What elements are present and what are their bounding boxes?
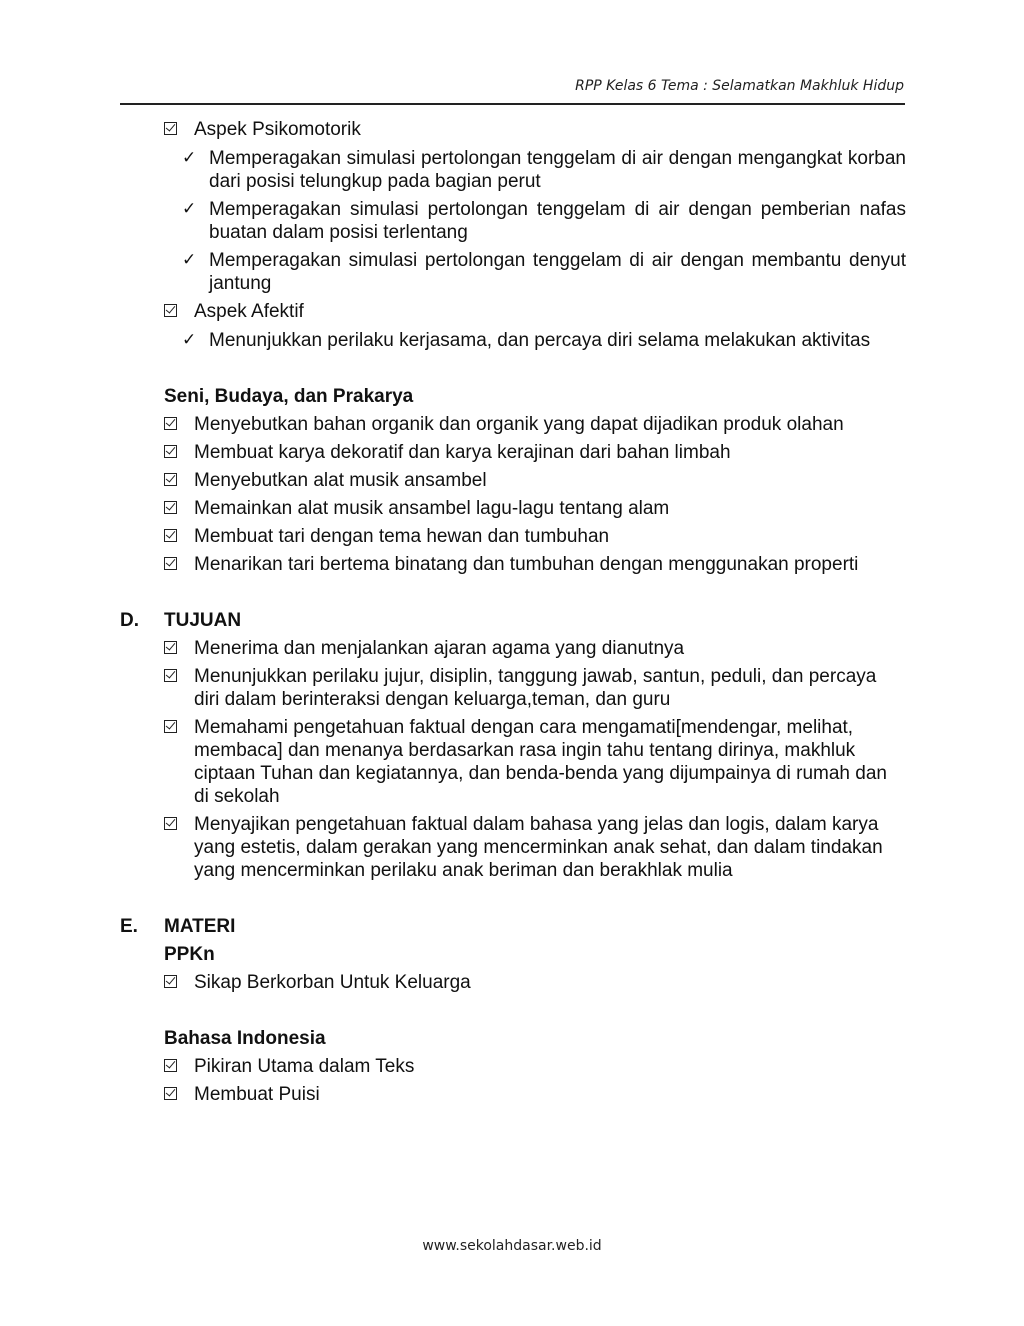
tick-item-text: Memperagakan simulasi pertolongan tenggelam di air dengan pemberian nafas buatan dalam posisi terlentang bbox=[209, 199, 906, 243]
checklist-item-text: Menyebutkan bahan organik dan organik yang dapat dijadikan produk olahan bbox=[194, 414, 844, 435]
checklist-item bbox=[120, 300, 906, 323]
subheading-ppkn: PPKn bbox=[164, 944, 215, 965]
checklist-item bbox=[120, 665, 906, 711]
checkmark-icon: ✓ bbox=[182, 330, 197, 350]
tick-item bbox=[120, 249, 906, 295]
checklist-item-text: Memahami pengetahuan faktual dengan cara mengamati[mendengar, melihat, membaca] dan menanya berdasarkan rasa ingin tahu tentang dirinya, makhluk ciptaan Tuhan dan kegiatannya, dan benda-benda yang dijumpainya di rumah dan di sekolah bbox=[194, 717, 887, 807]
tick-item bbox=[120, 329, 906, 352]
checklist-item bbox=[120, 441, 906, 464]
checklist-item bbox=[120, 469, 906, 492]
tick-item-text: Memperagakan simulasi pertolongan tenggelam di air dengan membantu denyut jantung bbox=[209, 250, 906, 294]
checkbox-icon bbox=[164, 473, 177, 486]
checklist-item-text: Menunjukkan perilaku jujur, disiplin, tanggung jawab, santun, peduli, dan percaya diri dalam berinteraksi dengan keluarga,teman, dan guru bbox=[194, 666, 877, 710]
checklist-item bbox=[120, 525, 906, 548]
checklist-item bbox=[120, 971, 906, 994]
checklist-item bbox=[120, 1055, 906, 1078]
checklist-item bbox=[120, 1083, 906, 1106]
checklist-item-text: Sikap Berkorban Untuk Keluarga bbox=[194, 972, 471, 993]
checklist-item bbox=[120, 413, 906, 436]
aspect-title-psikomotorik: Aspek Psikomotorik bbox=[194, 119, 361, 140]
checklist-item bbox=[120, 813, 906, 882]
checklist-item bbox=[120, 716, 906, 808]
checkbox-icon bbox=[164, 669, 177, 682]
checkmark-icon: ✓ bbox=[182, 148, 197, 168]
checkbox-icon bbox=[164, 529, 177, 542]
checkbox-icon bbox=[164, 641, 177, 654]
checkmark-icon: ✓ bbox=[182, 250, 197, 270]
checkbox-icon bbox=[164, 975, 177, 988]
subheading-bahasa-indonesia: Bahasa Indonesia bbox=[164, 1028, 326, 1049]
checklist-item-text: Memainkan alat musik ansambel lagu-lagu tentang alam bbox=[194, 498, 670, 519]
tick-item bbox=[120, 147, 906, 193]
section-heading-materi bbox=[120, 915, 906, 938]
checklist-item-text: Membuat Puisi bbox=[194, 1084, 320, 1105]
checkbox-icon bbox=[164, 557, 177, 570]
checkbox-icon bbox=[164, 417, 177, 430]
section-title: TUJUAN bbox=[164, 610, 242, 631]
checkbox-icon bbox=[164, 501, 177, 514]
page-footer: www.sekolahdasar.web.id bbox=[422, 1238, 602, 1254]
checkbox-icon bbox=[164, 720, 177, 733]
tick-item-text: Menunjukkan perilaku kerjasama, dan percaya diri selama melakukan aktivitas bbox=[209, 330, 871, 351]
checkbox-icon bbox=[164, 122, 177, 135]
tick-item-text: Memperagakan simulasi pertolongan tenggelam di air dengan mengangkat korban dari posisi telungkup pada bagian perut bbox=[209, 148, 906, 192]
section-heading-tujuan bbox=[120, 609, 906, 632]
checkbox-icon bbox=[164, 304, 177, 317]
checkbox-icon bbox=[164, 817, 177, 830]
checklist-item-text: Menarikan tari bertema binatang dan tumbuhan dengan menggunakan properti bbox=[194, 554, 859, 575]
checklist-item-text: Menyebutkan alat musik ansambel bbox=[194, 470, 487, 491]
checklist-item bbox=[120, 497, 906, 520]
page-header: RPP Kelas 6 Tema : Selamatkan Makhluk Hidup bbox=[575, 78, 904, 94]
subheading-sbdp: Seni, Budaya, dan Prakarya bbox=[164, 386, 414, 407]
aspect-title-afektif: Aspek Afektif bbox=[194, 301, 304, 322]
checkmark-icon: ✓ bbox=[182, 199, 197, 219]
checkbox-icon bbox=[164, 445, 177, 458]
checkbox-icon bbox=[164, 1059, 177, 1072]
tick-item bbox=[120, 198, 906, 244]
header-rule bbox=[120, 103, 905, 105]
checklist-item bbox=[120, 118, 906, 141]
section-title: MATERI bbox=[164, 916, 236, 937]
checklist-item-text: Menyajikan pengetahuan faktual dalam bahasa yang jelas dan logis, dalam karya yang estetis, dalam gerakan yang mencerminkan anak sehat, dan dalam tindakan yang mencerminkan perilaku anak beriman dan berakhlak mulia bbox=[194, 814, 883, 881]
checklist-item bbox=[120, 553, 906, 576]
section-number: D. bbox=[120, 610, 139, 631]
section-number: E. bbox=[120, 916, 138, 937]
checklist-item bbox=[120, 637, 906, 660]
checklist-item-text: Membuat tari dengan tema hewan dan tumbuhan bbox=[194, 526, 610, 547]
checklist-item-text: Membuat karya dekoratif dan karya kerajinan dari bahan limbah bbox=[194, 442, 731, 463]
checklist-item-text: Menerima dan menjalankan ajaran agama yang dianutnya bbox=[194, 638, 685, 659]
checklist-item-text: Pikiran Utama dalam Teks bbox=[194, 1056, 415, 1077]
checkbox-icon bbox=[164, 1087, 177, 1100]
page-content bbox=[120, 118, 906, 1106]
